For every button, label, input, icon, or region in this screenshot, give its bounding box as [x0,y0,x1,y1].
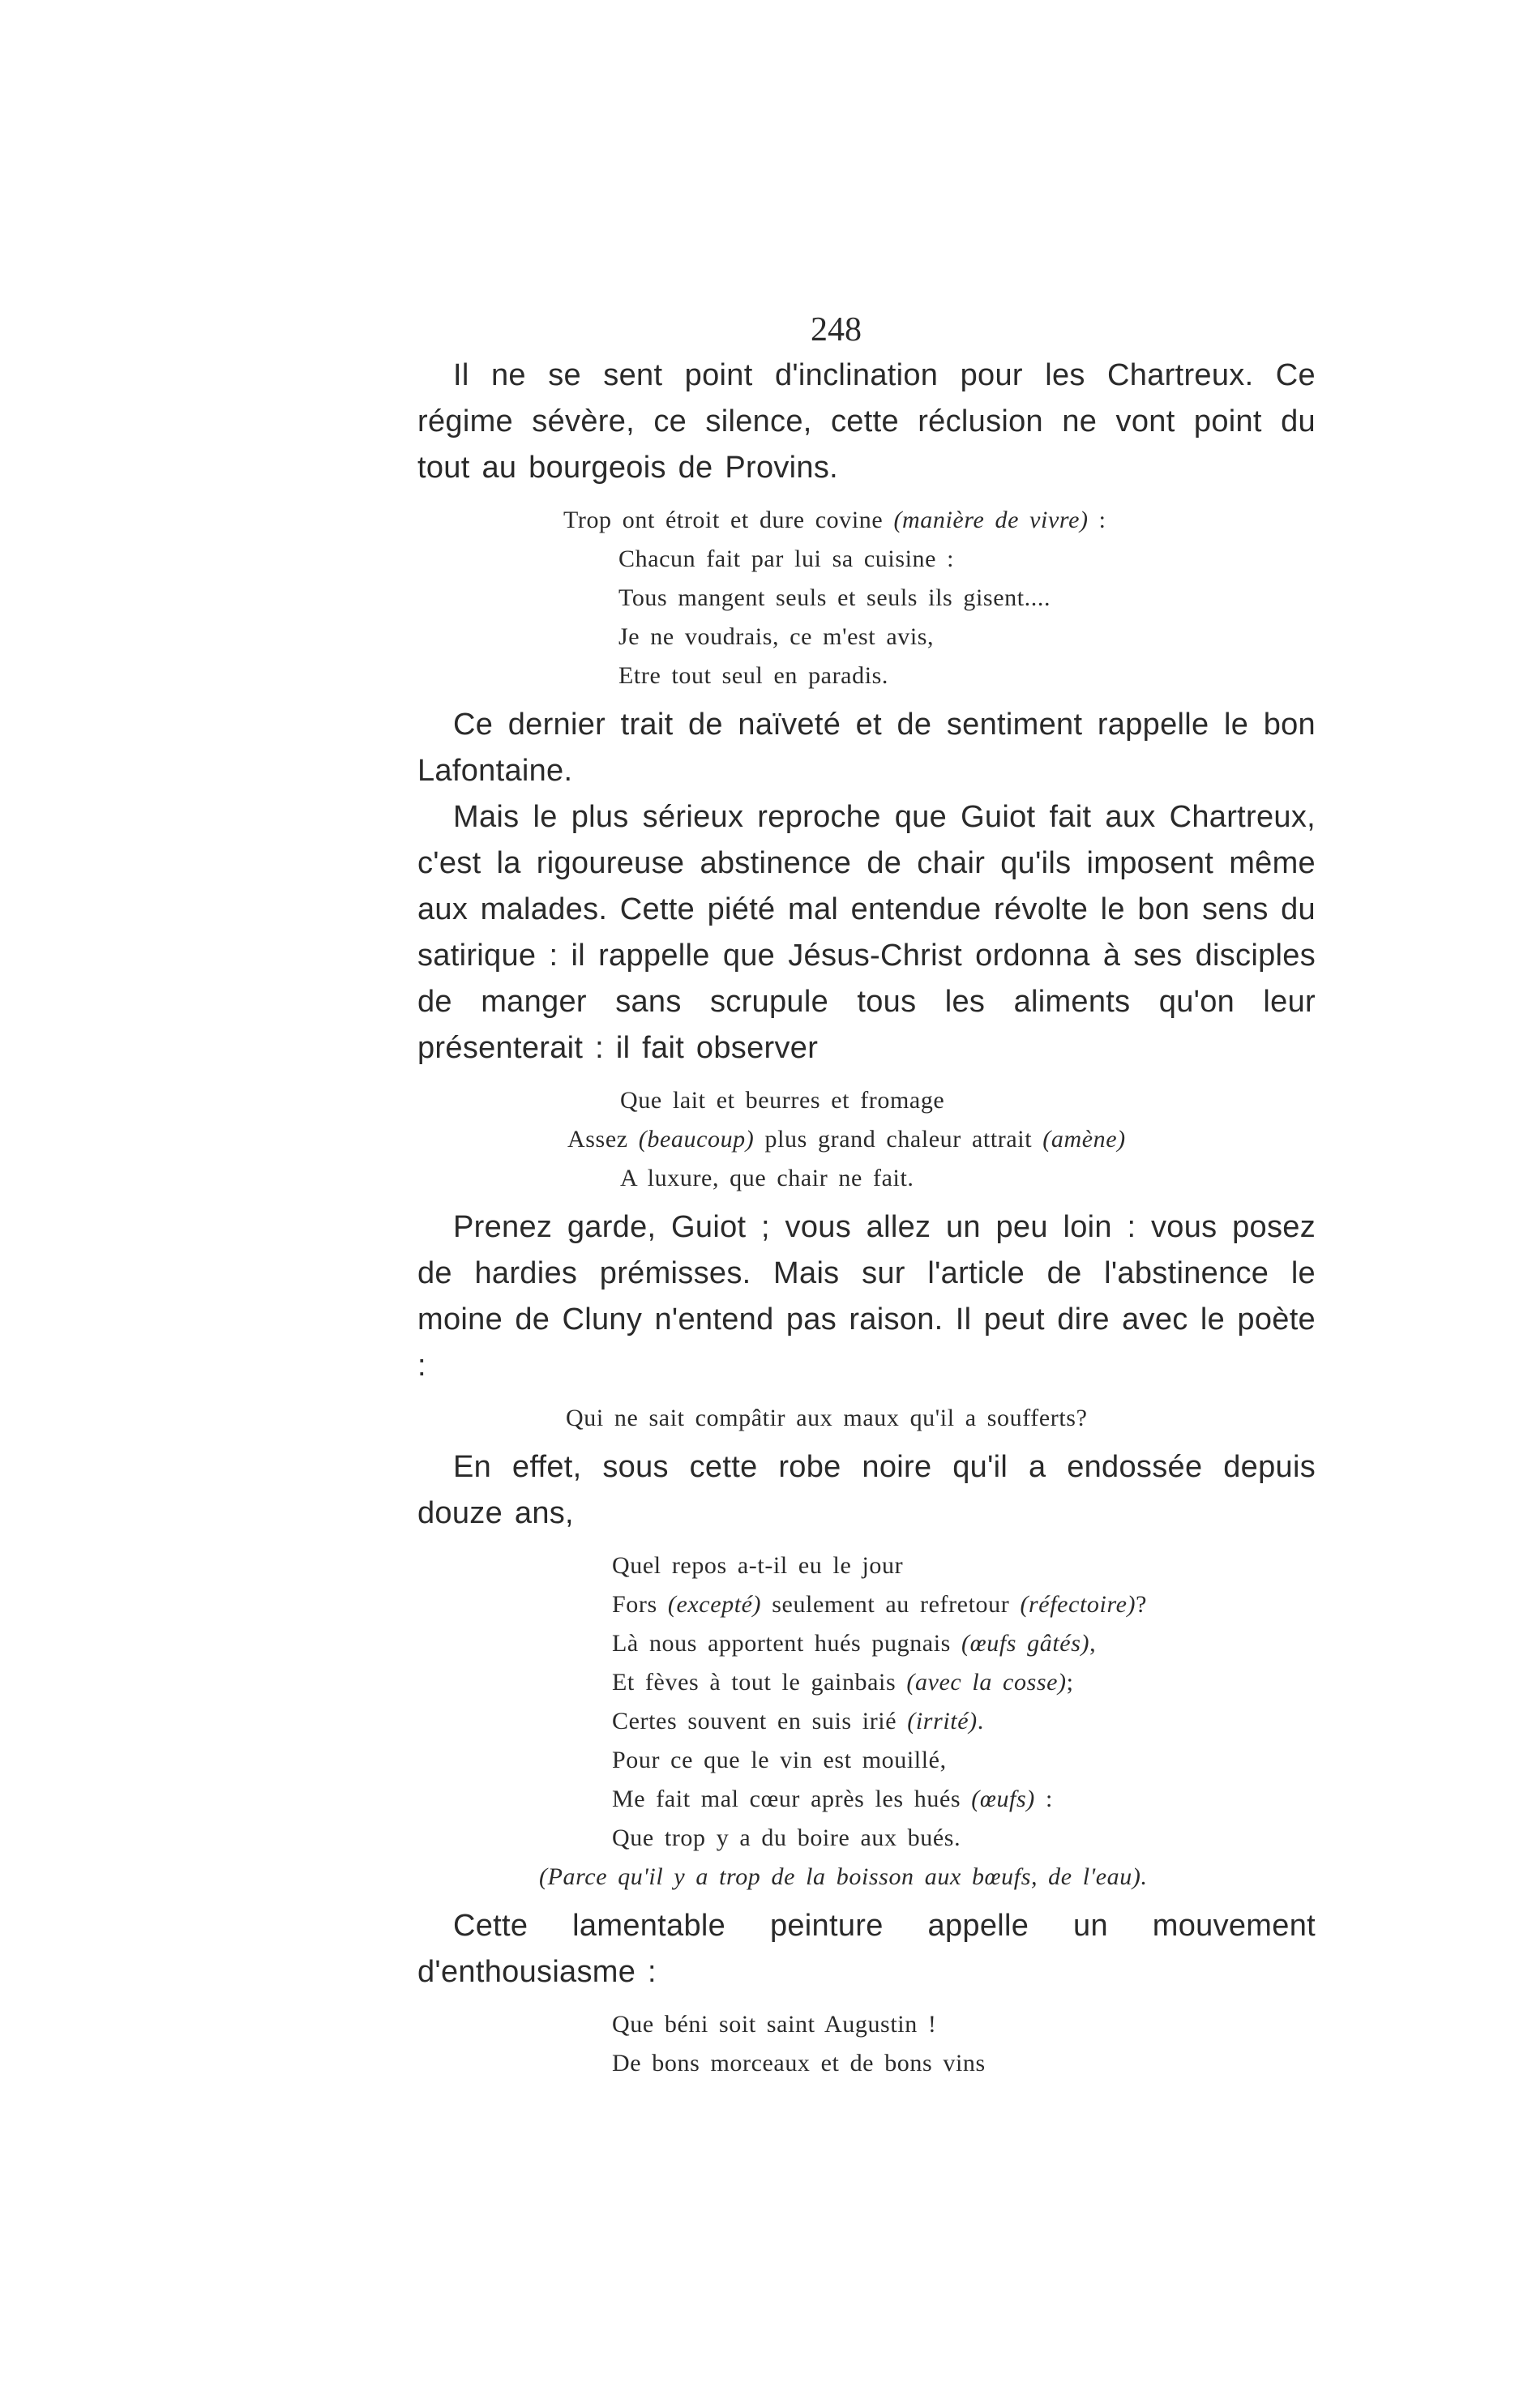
verse-line: Je ne voudrais, ce m'est avis, [618,623,935,650]
verse-line: De bons morceaux et de bons vins [612,2050,986,2077]
verse-gloss: (avec la cosse) [906,1669,1067,1696]
paragraph-chartreux: Il ne se sent point d'inclination pour les Chartreux. Ce régime sévère, ce silence, cette réclusion ne vont point du tout au bourgeois de Provins. [417,358,1316,485]
verse-line: Que trop y a du boire aux bués. [612,1824,961,1851]
verse-line: A luxure, que chair ne fait. [620,1165,914,1191]
verse-line: Que lait et beurres et fromage [620,1087,945,1114]
verse-gloss: (irrité) [907,1708,978,1734]
verse-text: plus grand chaleur attrait [754,1126,1043,1153]
verse-punct: , [1089,1630,1097,1657]
verse-gloss: (beaucoup) [638,1126,755,1153]
verse-text: Fors [612,1591,657,1618]
verse-stanza-2 [567,1081,1316,1198]
verse-line [612,1663,1316,1702]
verse-line: Que béni soit saint Augustin ! [612,2011,937,2038]
verse-line: Quel repos a-t-il eu le jour [612,1552,904,1579]
verse-line [567,1120,1316,1159]
text-column [417,353,1316,2089]
verse-stanza-4 [612,2005,1316,2083]
verse-line: Tous mangent seuls et seuls ils gisent.... [618,584,1051,611]
verse-line [612,1624,1316,1663]
verse-line: Qui ne sait compâtir aux maux qu'il a soufferts? [566,1405,1088,1431]
verse-text: Là nous apportent hués pugnais [612,1630,951,1657]
verse-quote [566,1399,1316,1438]
verse-punct: . [977,1708,984,1734]
verse-gloss: (réfectoire) [1020,1591,1136,1618]
verse-line: Etre tout seul en paradis. [618,662,889,689]
verse-line: Pour ce que le vin est mouillé, [612,1747,947,1773]
verse-punct: : [1034,1786,1053,1812]
verse-punct: : [1088,507,1106,533]
verse-gloss: (œufs gâtés) [961,1630,1090,1657]
page-number: 248 [811,311,862,349]
verse-line [612,1585,1316,1624]
verse-gloss: (œufs) [971,1786,1035,1812]
paragraph-lafontaine: Ce dernier trait de naïveté et de sentiment rappelle le bon Lafontaine. [417,708,1316,788]
verse-line: Chacun fait par lui sa cuisine : [618,545,955,572]
verse-gloss: (amène) [1042,1126,1126,1153]
paragraph-robe-noire: En effet, sous cette robe noire qu'il a endossée depuis douze ans, [417,1450,1316,1530]
verse-translation-note: (Parce qu'il y a trop de la boisson aux bœufs, de l'eau). [539,1863,1148,1890]
verse-stanza-3 [539,1546,1316,1897]
verse-stanza-1 [563,501,1316,695]
verse-line [612,1702,1316,1741]
verse-gloss: (manière de vivre) [893,507,1089,533]
verse-punct: ; [1066,1669,1074,1696]
verse-gloss: (excepté) [667,1591,762,1618]
paragraph-guiot: Prenez garde, Guiot ; vous allez un peu loin : vous posez de hardies prémisses. Mais sur l'article de l'abstinence le moine de Cluny n'entend pas raison. Il peut dire avec le poète : [417,1210,1316,1383]
verse-text: Certes souvent en suis irié [612,1708,897,1734]
verse-line [563,501,1316,540]
verse-text: Trop ont étroit et dure covine [563,507,884,533]
verse-line [612,1780,1316,1819]
verse-text: Et fèves à tout le gainbais [612,1669,897,1696]
verse-text: Me fait mal cœur après les hués [612,1786,961,1812]
paragraph-abstinence: Mais le plus sérieux reproche que Guiot fait aux Chartreux, c'est la rigoureuse abstinence de chair qu'ils imposent même aux malades. Cette piété mal entendue révolte le bon sens du satirique : il rappelle que Jésus-Christ ordonna à ses disciples de manger sans scrupule tous les aliments qu'on leur présenterait : il fait observer [417,800,1316,1065]
verse-text: Assez [567,1126,628,1153]
verse-text: seulement au refretour [761,1591,1021,1618]
verse-punct: ? [1136,1591,1148,1618]
paragraph-enthousiasme: Cette lamentable peinture appelle un mouvement d'enthousiasme : [417,1909,1316,1989]
